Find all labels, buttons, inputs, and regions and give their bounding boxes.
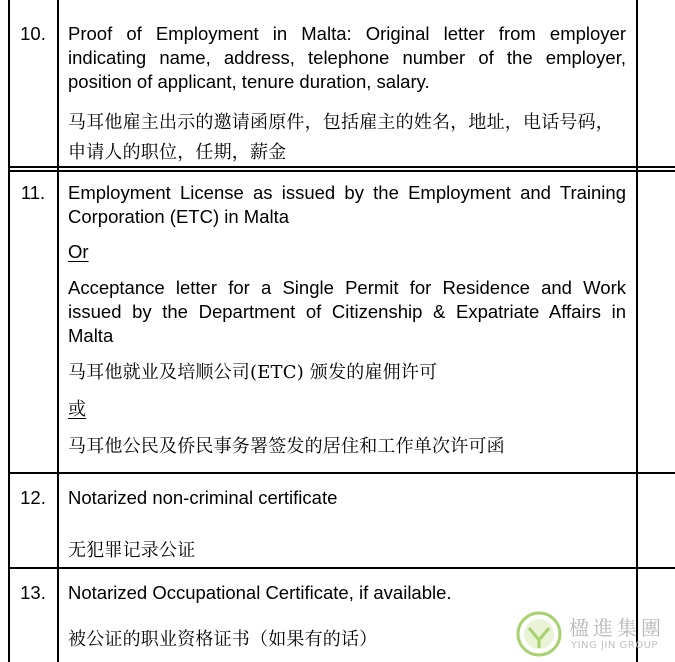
requirement-text-en: Employment License as issued by the Employment and Training Corporation (ETC) in Malta (68, 182, 626, 227)
requirement-text-zh: 马耳他雇主出示的邀请函原件，包括雇主的姓名，地址，电话号码，申请人的职位，任期，薪金 (68, 112, 614, 163)
table-border-right (636, 0, 638, 662)
table-row (68, 22, 626, 168)
company-watermark (513, 608, 675, 662)
company-logo-icon (515, 610, 563, 658)
table-border-left (8, 0, 10, 662)
table-row (68, 181, 626, 462)
requirement-text-en-alternative: Acceptance letter for a Single Permit for Residence and Work issued by the Department of Citizenship & Expatriate Affairs in Malta (68, 277, 626, 346)
requirement-text-zh: 被公证的职业资格证书（如果有的话） (68, 629, 378, 650)
row-number: 12. (20, 487, 46, 508)
requirement-text-zh: 马耳他就业及培顺公司(ETC) 颁发的雇佣许可 (68, 362, 438, 383)
requirement-text-zh-alternative: 马耳他公民及侨民事务署签发的居住和工作单次许可函 (68, 436, 505, 457)
row-number: 11. (20, 182, 46, 203)
or-separator-en: Or (68, 241, 89, 262)
table-border-number-column (57, 0, 59, 662)
row-divider (8, 472, 675, 474)
row-divider (8, 170, 675, 172)
row-number: 10. (20, 23, 46, 44)
requirement-text-zh: 无犯罪记录公证 (68, 540, 196, 561)
requirement-text-en: Notarized Occupational Certificate, if available. (68, 582, 452, 603)
row-number: 13. (20, 582, 46, 603)
table-row (68, 486, 626, 566)
or-separator-zh: 或 (68, 399, 87, 420)
row-divider (8, 567, 675, 569)
watermark-name-zh: 楹進集團 (569, 616, 665, 640)
requirement-text-en: Proof of Employment in Malta: Original letter from employer indicating name, address, telephone number of the employer, position of applicant, tenure duration, salary. (68, 23, 626, 92)
watermark-name-en: YING JIN GROUP (571, 640, 658, 651)
requirement-text-en: Notarized non-criminal certificate (68, 487, 338, 508)
